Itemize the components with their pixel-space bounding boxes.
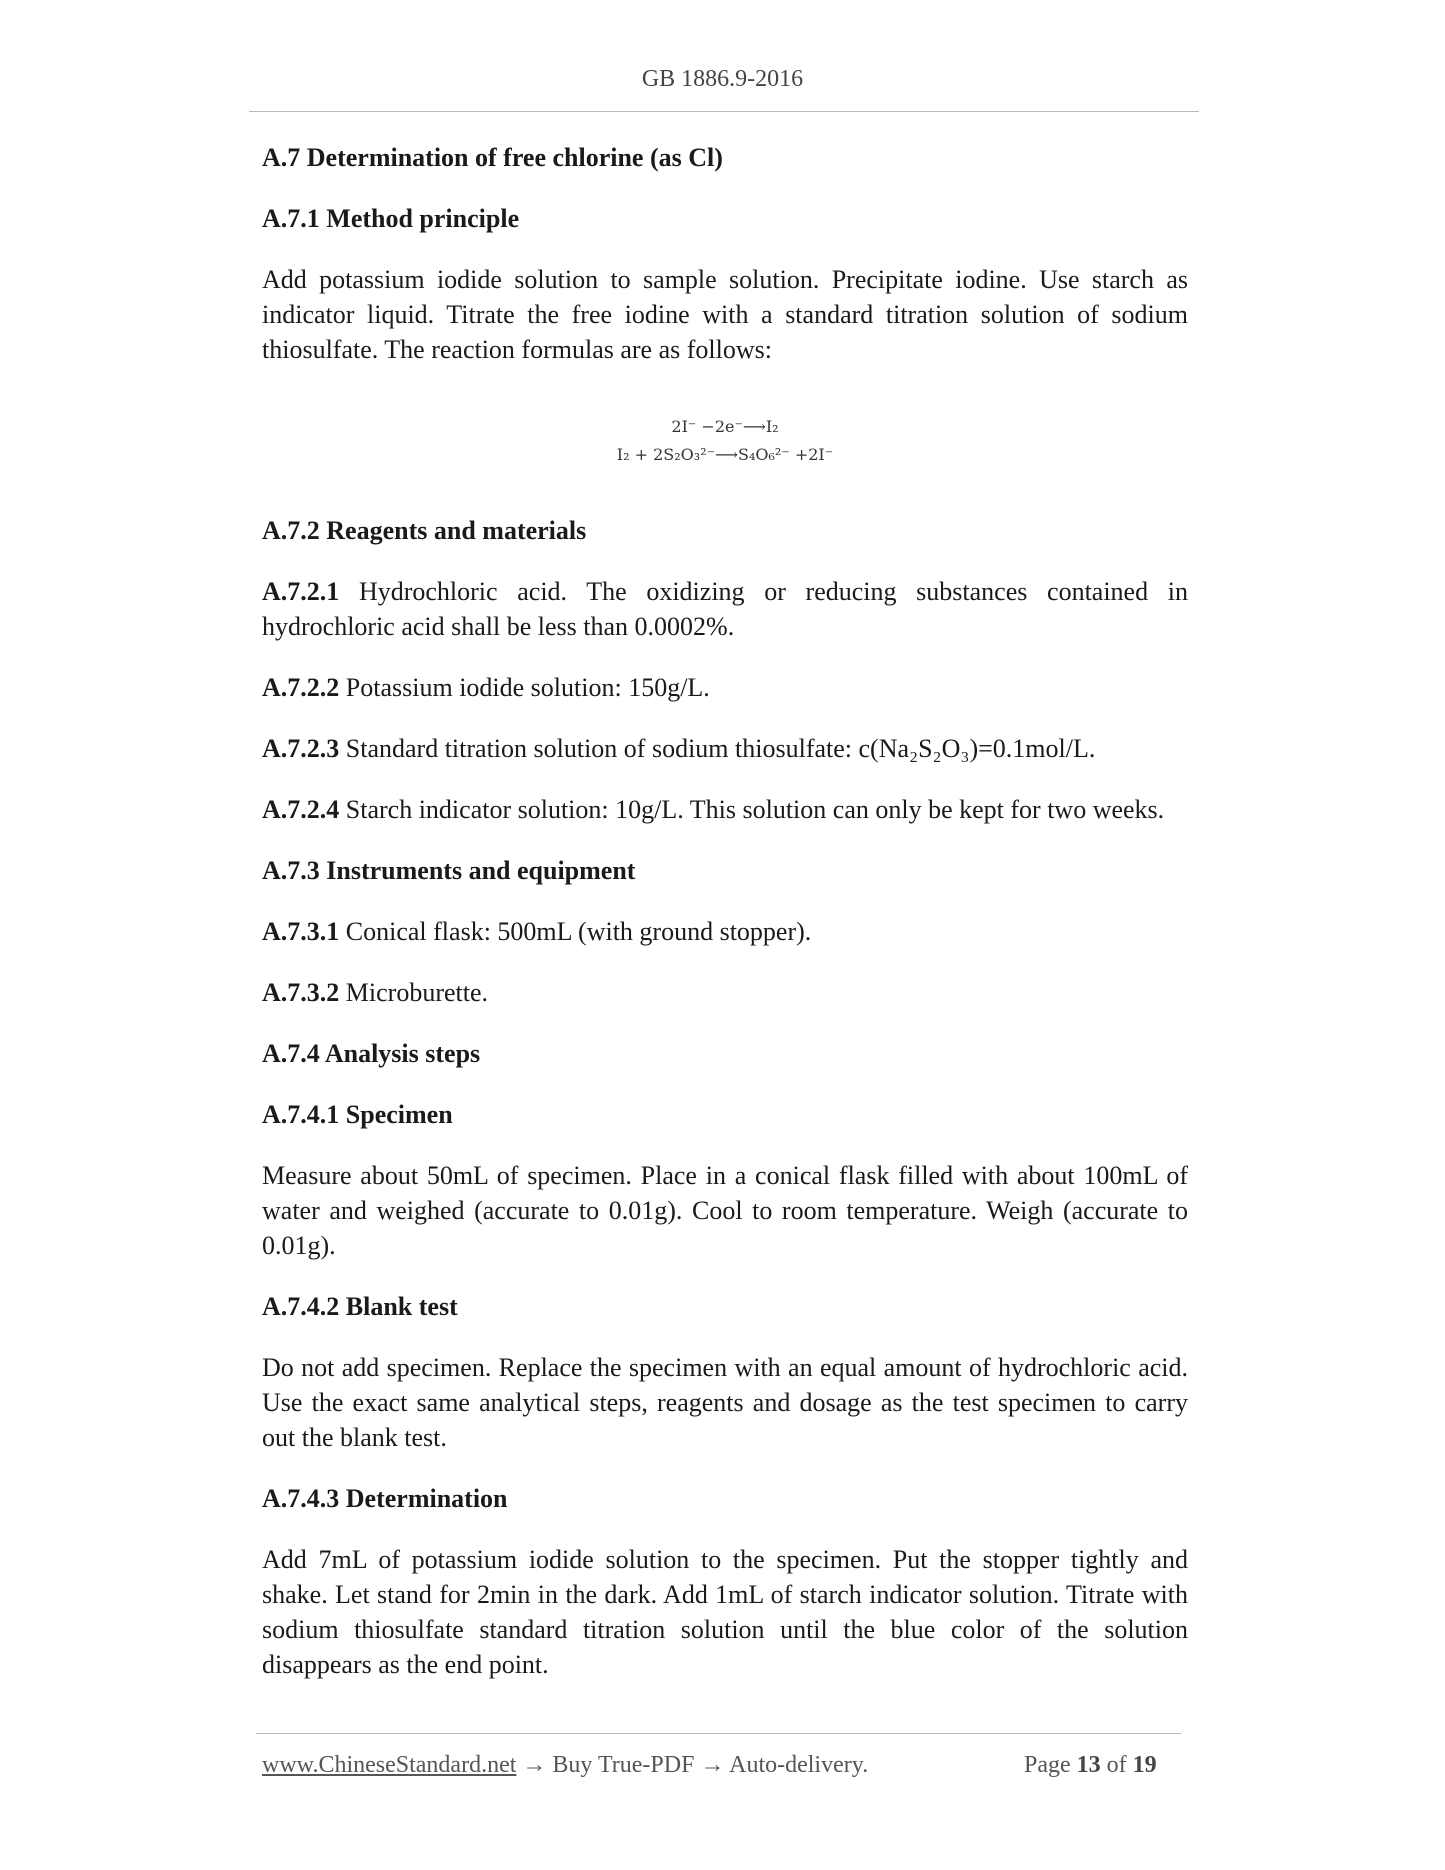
page-current: 13 [1076,1752,1101,1778]
reaction-formulas [262,397,1188,487]
section-title-a73: A.7.3 Instruments and equipment [262,856,636,885]
paragraph-a723 [262,731,1188,766]
clause-text: Microburette. [339,978,489,1007]
clause-text: Starch indicator solution: 10g/L. This solution can only be kept for two weeks. [339,795,1165,824]
clause-number: A.7.2.1 [262,577,340,606]
clause-number: A.7.2.4 [262,795,340,824]
paragraph-a741: Measure about 50mL of specimen. Place in a conical flask filled with about 100mL of water and weighed (accurate to 0.01g). Cool to room temperature. Weigh (accurate to 0.01g). [262,1161,1188,1260]
clause-text: Conical flask: 500mL (with ground stopper). [339,917,812,946]
paragraph-a732 [262,975,1188,1010]
paragraph-a742: Do not add specimen. Replace the specimen with an equal amount of hydrochloric acid. Use the exact same analytical steps, reagents and dosage as the test specimen to carry out the blank test. [262,1353,1188,1452]
footer-divider [256,1733,1181,1734]
formula-line-2: I₂ + 2S₂O₃²⁻⟶S₄O₆²⁻ +2I⁻ [616,445,834,464]
section-title-a7: A.7 Determination of free chlorine (as Cl) [262,143,723,172]
section-title-a74: A.7.4 Analysis steps [262,1039,481,1068]
paragraph-a721 [262,574,1188,644]
formula-line-1: 2I⁻ −2e⁻⟶I₂ [671,417,779,436]
clause-number: A.7.3.1 [262,917,340,946]
section-title-a72: A.7.2 Reagents and materials [262,516,587,545]
section-title-a742: A.7.4.2 Blank test [262,1292,458,1321]
paragraph-a724 [262,792,1188,827]
footer-promo-text: → Buy True-PDF → Auto-delivery. [516,1752,869,1778]
paragraph-a71: Add potassium iodide solution to sample solution. Precipitate iodine. Use starch as indicator liquid. Titrate the free iodine with a standard titration solution of sodium thiosulfate. The reaction formulas are as follows: [262,265,1188,364]
paragraph-a743: Add 7mL of potassium iodide solution to the specimen. Put the stopper tightly and shake. Let stand for 2min in the dark. Add 1mL of starch indicator solution. Titrate with sodium thiosulfate standard titration solution until the blue color of the solution disappears as the end point. [262,1545,1188,1679]
document-body [262,140,1188,1682]
clause-number: A.7.2.3 [262,734,340,763]
paragraph-a722 [262,670,1188,705]
website-link[interactable]: www.ChineseStandard.net [262,1752,517,1778]
header-divider [249,111,1199,112]
page-header-title: GB 1886.9-2016 [641,66,804,92]
footer-promo [262,1752,868,1779]
page-total: 19 [1132,1752,1157,1778]
clause-text: Hydrochloric acid. The oxidizing or reducing substances contained in hydrochloric acid shall be less than 0.0002%. [262,577,1188,641]
page-label: Page [1024,1752,1071,1778]
clause-number: A.7.3.2 [262,978,340,1007]
section-title-a743: A.7.4.3 Determination [262,1484,508,1513]
page-indicator [1024,1752,1157,1779]
section-title-a71: A.7.1 Method principle [262,204,520,233]
paragraph-a731 [262,914,1188,949]
clause-number: A.7.2.2 [262,673,340,702]
clause-text: Standard titration solution of sodium thiosulfate: c(Na₂S₂O₃)=0.1mol/L. [339,734,1096,763]
clause-text: Potassium iodide solution: 150g/L. [339,673,710,702]
section-title-a741: A.7.4.1 Specimen [262,1100,453,1129]
of-label: of [1106,1752,1127,1778]
